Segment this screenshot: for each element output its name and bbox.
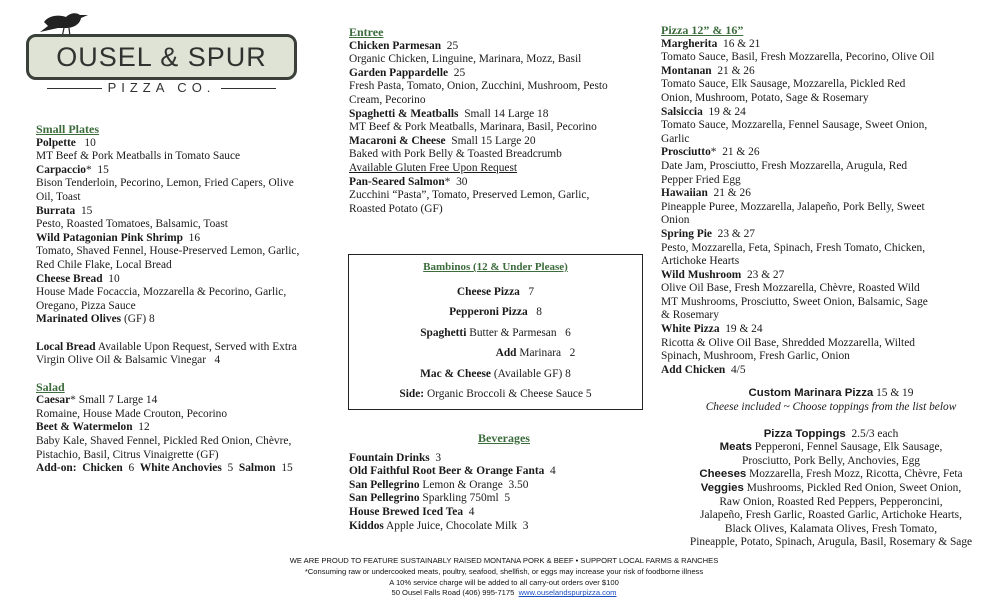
beverages-section: [349, 432, 649, 533]
item-name: House Brewed Iced Tea: [349, 505, 464, 518]
item-description: MT Beef & Pork Meatballs in Tomato Sauce: [36, 150, 241, 163]
raw-mark: *: [710, 146, 717, 159]
item-name: Spring Pie: [661, 227, 712, 240]
item-price: 12: [138, 421, 150, 434]
beet-item: [36, 421, 341, 435]
footer-address: 50 Ousel Falls Road (406) 995-7175: [391, 588, 515, 598]
item-description: Romaine, House Made Crouton, Pecorino: [36, 407, 228, 420]
item-price: 15: [80, 204, 93, 217]
item-name: Margherita: [661, 37, 718, 50]
addon-price: 15: [281, 462, 293, 475]
item-description: Onion: [661, 214, 690, 227]
logo-badge: [26, 34, 297, 80]
item-name: Carpaccio: [36, 163, 86, 176]
topping-label: Meats: [719, 441, 752, 454]
item-price: 30: [456, 175, 468, 188]
item-description: Sparkling 750ml: [422, 492, 499, 505]
pizza-item: [661, 187, 1001, 201]
raw-mark: *: [70, 394, 76, 407]
raw-mark: *: [444, 175, 451, 188]
item-description: Red Chile Flake, Local Bread: [36, 258, 172, 271]
pappardelle-item: [349, 67, 654, 81]
item-description: Pesto, Roasted Tomatoes, Balsamic, Toast: [36, 218, 228, 231]
item-description: MT Mushrooms, Prosciutto, Sweet Onion, Balsamic, Sage: [661, 295, 928, 308]
beverage-item: [349, 492, 649, 506]
olives-item: [36, 313, 341, 327]
kids-add-marinara: [349, 343, 642, 364]
item-name: Salsiccia: [661, 105, 703, 118]
topping-list: Pineapple, Potato, Spinach, Arugula, Basil, Rosemary & Sage: [689, 536, 973, 549]
item-price: 19 & 24: [725, 323, 763, 336]
toppings-cheeses: [661, 468, 1001, 482]
item-name: Add Chicken: [661, 363, 726, 376]
logo: [26, 8, 301, 98]
gf-note: Available Gluten Free Upon Request: [349, 161, 518, 174]
pizza-item: [661, 65, 1001, 79]
beverage-item: [349, 465, 649, 479]
item-description: Onion, Mushroom, Potato, Sage & Rosemary: [661, 91, 869, 104]
carpaccio-item: [36, 164, 341, 178]
toppings-heading: [661, 428, 1001, 442]
beverage-item: [349, 479, 649, 493]
item-name: Prosciutto: [661, 146, 711, 159]
item-name: Kiddos: [349, 519, 384, 532]
item-name: Wild Patagonian Pink Shrimp: [36, 231, 183, 244]
item-name: Fountain Drinks: [349, 451, 430, 464]
item-description: Available Upon Request, Served with Extra: [97, 340, 297, 353]
pizza-item: [661, 228, 1001, 242]
salad-addons: [36, 462, 341, 476]
item-price: 2: [569, 347, 576, 360]
item-name: Beet & Watermelon: [36, 421, 133, 434]
item-name: San Pellegrino: [349, 478, 420, 491]
item-name: Garden Pappardelle: [349, 66, 449, 79]
item-description: Marinara: [519, 347, 562, 360]
item-description: Lemon & Orange: [422, 478, 503, 491]
pizza-item: [661, 269, 1001, 283]
item-price: 21 & 26: [713, 187, 751, 200]
beverage-item: [349, 520, 649, 534]
item-price: 4: [468, 505, 475, 518]
footer-disclaimer: *Consuming raw or undercooked meats, poultry, seafood, shellfish, or eggs may increase your risk of foodborne illness: [304, 566, 704, 576]
item-description: Tomato, Shaved Fennel, House-Preserved Lemon, Garlic,: [36, 245, 300, 258]
item-description: Zucchini “Pasta”, Tomato, Preserved Lemon, Garlic,: [349, 189, 590, 202]
spaghetti-item: [349, 108, 654, 122]
item-name: Pepperoni Pizza: [449, 306, 528, 319]
column-middle: [349, 26, 654, 216]
item-price: 3: [522, 519, 529, 532]
custom-pizza-item: [661, 387, 1001, 401]
item-name: Chicken Parmesan: [349, 39, 442, 52]
item-name: Mac & Cheese: [420, 367, 491, 380]
item-description: Roasted Potato (GF): [349, 202, 443, 215]
item-description: Oil, Toast: [36, 190, 81, 203]
pizza-item: [661, 146, 1001, 160]
beverage-item: [349, 506, 649, 520]
bambinos-heading: Bambinos (12 & Under Please): [423, 261, 568, 273]
item-price: 16: [188, 231, 201, 244]
item-name: Old Faithful Root Beer & Orange Fanta: [349, 465, 545, 478]
footer-contact: [0, 588, 1008, 599]
item-description: MT Beef & Pork Meatballs, Marinara, Basil, Pecorino: [349, 121, 597, 134]
item-name: Montanan: [661, 64, 712, 77]
item-price: Small 7 Large 14: [78, 394, 158, 407]
item-description: Pesto, Mozzarella, Feta, Spinach, Fresh Tomato, Chicken,: [661, 241, 926, 254]
item-price: 6: [565, 326, 571, 339]
kids-mac: [349, 364, 642, 385]
item-description: Garlic: [661, 132, 690, 145]
item-name: Add: [495, 347, 517, 360]
custom-pizza-note: Cheese included ~ Choose toppings from the list below: [705, 401, 957, 414]
salmon-item: [349, 176, 654, 190]
kids-cheese-pizza: [349, 282, 642, 303]
footer-sustainability: WE ARE PROUD TO FEATURE SUSTAINABLY RAISED MONTANA PORK & BEEF • SUPPORT LOCAL FARMS & RANCHES: [289, 556, 719, 565]
toppings-veggies: [661, 482, 1001, 496]
item-name: Wild Mushroom: [661, 268, 742, 281]
item-price: 3: [435, 451, 442, 464]
item-description: Oregano, Pizza Sauce: [36, 299, 136, 312]
addon-name: Salmon: [238, 462, 276, 475]
item-name: Pan-Seared Salmon: [349, 175, 445, 188]
item-description: Virgin Olive Oil & Balsamic Vinegar: [36, 354, 206, 367]
beverages-heading: Beverages: [478, 431, 530, 445]
polpette-item: [36, 137, 341, 151]
local-bread-item: [36, 341, 341, 355]
item-price: 10: [84, 136, 96, 149]
entree-heading: Entree: [349, 25, 384, 39]
gf-mark: (GF): [123, 313, 147, 326]
item-description: House Made Focaccia, Mozzarella & Pecorino, Garlic,: [36, 286, 287, 299]
item-name: Hawaiian: [661, 187, 708, 200]
topping-list: Jalapeño, Fresh Garlic, Roasted Garlic, Artichoke Hearts,: [700, 509, 962, 522]
website-link[interactable]: www.ouselandspurpizza.com: [518, 588, 617, 598]
item-price: 15 & 19: [876, 387, 914, 400]
pizza-item: [661, 38, 1001, 52]
pizza-item: [661, 323, 1001, 337]
chicken-parm-item: [349, 40, 654, 54]
column-right: [661, 24, 1001, 550]
topping-label: Cheeses: [699, 468, 747, 481]
beverage-item: [349, 452, 649, 466]
item-description: Fresh Pasta, Tomato, Onion, Zucchini, Mushroom, Pesto: [349, 80, 608, 93]
footer-service-charge: A 10% service charge will be added to all carry-out orders over $100: [389, 577, 619, 587]
addon-label: Add-on:: [36, 462, 77, 475]
item-price: Small 14 Large 18: [464, 107, 549, 120]
item-description: Bison Tenderloin, Pecorino, Lemon, Fried Capers, Olive: [36, 177, 294, 190]
item-name: Macaroni & Cheese: [349, 134, 446, 147]
item-name: Side:: [399, 388, 425, 401]
add-chicken-item: [661, 364, 1001, 378]
item-description: Spinach, Mushroom, Fresh Garlic, Onion: [661, 350, 850, 363]
item-description: Date Jam, Prosciutto, Fresh Mozzarella, Arugula, Red: [661, 159, 908, 172]
item-description: Tomato Sauce, Basil, Fresh Mozzarella, Pecorino, Olive Oil: [661, 51, 935, 64]
item-name: Caesar: [36, 394, 71, 407]
addon-price: 6: [128, 462, 135, 475]
salad-heading: Salad: [36, 379, 65, 394]
item-price: 21 & 26: [722, 146, 760, 159]
raw-mark: *: [85, 163, 92, 176]
item-description: Apple Juice, Chocolate Milk: [386, 519, 518, 532]
item-description: Butter & Parmesan: [469, 326, 557, 339]
item-price: 4/5: [730, 363, 746, 376]
burrata-item: [36, 205, 341, 219]
item-description: Pepper Fried Egg: [661, 173, 741, 186]
item-price: 8: [536, 306, 542, 319]
kids-side: [349, 384, 642, 405]
item-price: 10: [108, 272, 120, 285]
item-description: Tomato Sauce, Elk Sausage, Mozzarella, Pickled Red: [661, 78, 906, 91]
item-name: Burrata: [36, 204, 76, 217]
item-description: Olive Oil Base, Fresh Mozzarella, Chèvre, Roasted Wild: [661, 282, 920, 295]
local-bread-line2: [36, 354, 341, 368]
item-name: Pizza Toppings: [763, 427, 846, 440]
addon-price: 5: [227, 462, 234, 475]
item-price: 8: [148, 313, 155, 326]
item-description: (Available GF): [493, 367, 563, 380]
topping-list: Mushrooms, Pickled Red Onion, Sweet Onion,: [746, 482, 962, 494]
toppings-meats: [661, 441, 1001, 455]
item-description: Cream, Pecorino: [349, 93, 426, 106]
mac-item: [349, 135, 654, 149]
item-price: 19 & 24: [708, 105, 746, 118]
item-name: Marinated Olives: [36, 313, 122, 326]
item-price: 5: [585, 388, 592, 401]
cheese-bread-item: [36, 273, 341, 287]
item-price: 4: [550, 465, 556, 478]
topping-list: Raw Onion, Roasted Red Peppers, Pepperoncini,: [719, 495, 943, 508]
item-description: & Rosemary: [661, 309, 719, 322]
logo-subtitle: PIZZA CO.: [26, 81, 297, 95]
item-name: Spaghetti & Meatballs: [349, 107, 459, 120]
item-price: 25: [446, 39, 459, 52]
item-price: 15: [97, 163, 109, 176]
bambinos-box: [348, 254, 643, 410]
caesar-item: [36, 394, 341, 408]
item-description: Tomato Sauce, Mozzarella, Fennel Sausage, Sweet Onion,: [661, 119, 928, 132]
item-price: 4: [214, 354, 221, 367]
topping-list: Mozzarella, Fresh Mozz, Ricotta, Chèvre, Feta: [749, 468, 963, 481]
shrimp-item: [36, 232, 341, 246]
item-name: Cheese Pizza: [456, 285, 520, 298]
item-description: Baby Kale, Shaved Fennel, Pickled Red Onion, Chèvre,: [36, 435, 292, 448]
item-description: Pistachio, Basil, Citrus Vinaigrette (GF): [36, 448, 219, 461]
topping-list: Pepperoni, Fennel Sausage, Elk Sausage,: [754, 441, 943, 454]
item-description: Pineapple Puree, Mozzarella, Jalapeño, Pork Belly, Sweet: [661, 200, 925, 213]
item-description: Organic Broccoli & Cheese Sauce: [426, 388, 584, 401]
item-price: 2.5/3 each: [851, 427, 899, 440]
item-name: San Pellegrino: [349, 492, 420, 505]
item-name: Cheese Bread: [36, 272, 103, 285]
item-price: 5: [504, 492, 511, 505]
item-price: 3.50: [508, 478, 529, 491]
logo-name: OUSEL & SPUR: [56, 42, 267, 72]
item-name: Spaghetti: [420, 326, 467, 339]
pizza-item: [661, 106, 1001, 120]
item-price: 23 & 27: [717, 227, 755, 240]
pizza-heading: Pizza 12” & 16”: [661, 23, 744, 37]
addon-name: White Anchovies: [139, 462, 222, 475]
addon-name: Chicken: [82, 462, 123, 475]
small-plates-heading: Small Plates: [36, 122, 99, 136]
item-price: 21 & 26: [717, 64, 755, 77]
item-name: Polpette: [36, 136, 76, 149]
footer: [0, 556, 1008, 599]
item-price: Small 15 Large 20: [451, 134, 536, 147]
item-price: 7: [528, 285, 535, 298]
topping-list: Prosciutto, Pork Belly, Anchovies, Egg: [741, 454, 921, 467]
item-name: White Pizza: [661, 323, 720, 336]
kids-spaghetti: [349, 323, 642, 344]
item-price: 23 & 27: [746, 268, 785, 281]
item-price: 25: [453, 66, 466, 79]
item-name: Custom Marinara Pizza: [748, 387, 874, 400]
item-description: Organic Chicken, Linguine, Marinara, Mozz, Basil: [349, 53, 582, 66]
column-left: [36, 123, 341, 476]
item-price: 8: [565, 367, 571, 380]
item-price: 16 & 21: [723, 37, 761, 50]
topping-list: Black Olives, Kalamata Olives, Fresh Tomato,: [724, 522, 938, 535]
item-description: Artichoke Hearts: [661, 255, 740, 268]
item-description: Ricotta & Olive Oil Base, Shredded Mozzarella, Wilted: [661, 336, 915, 349]
item-description: Baked with Pork Belly & Toasted Breadcrumb: [349, 148, 562, 161]
item-name: Local Bread: [36, 340, 96, 353]
kids-pepperoni-pizza: [349, 302, 642, 323]
topping-label: Veggies: [700, 482, 744, 494]
